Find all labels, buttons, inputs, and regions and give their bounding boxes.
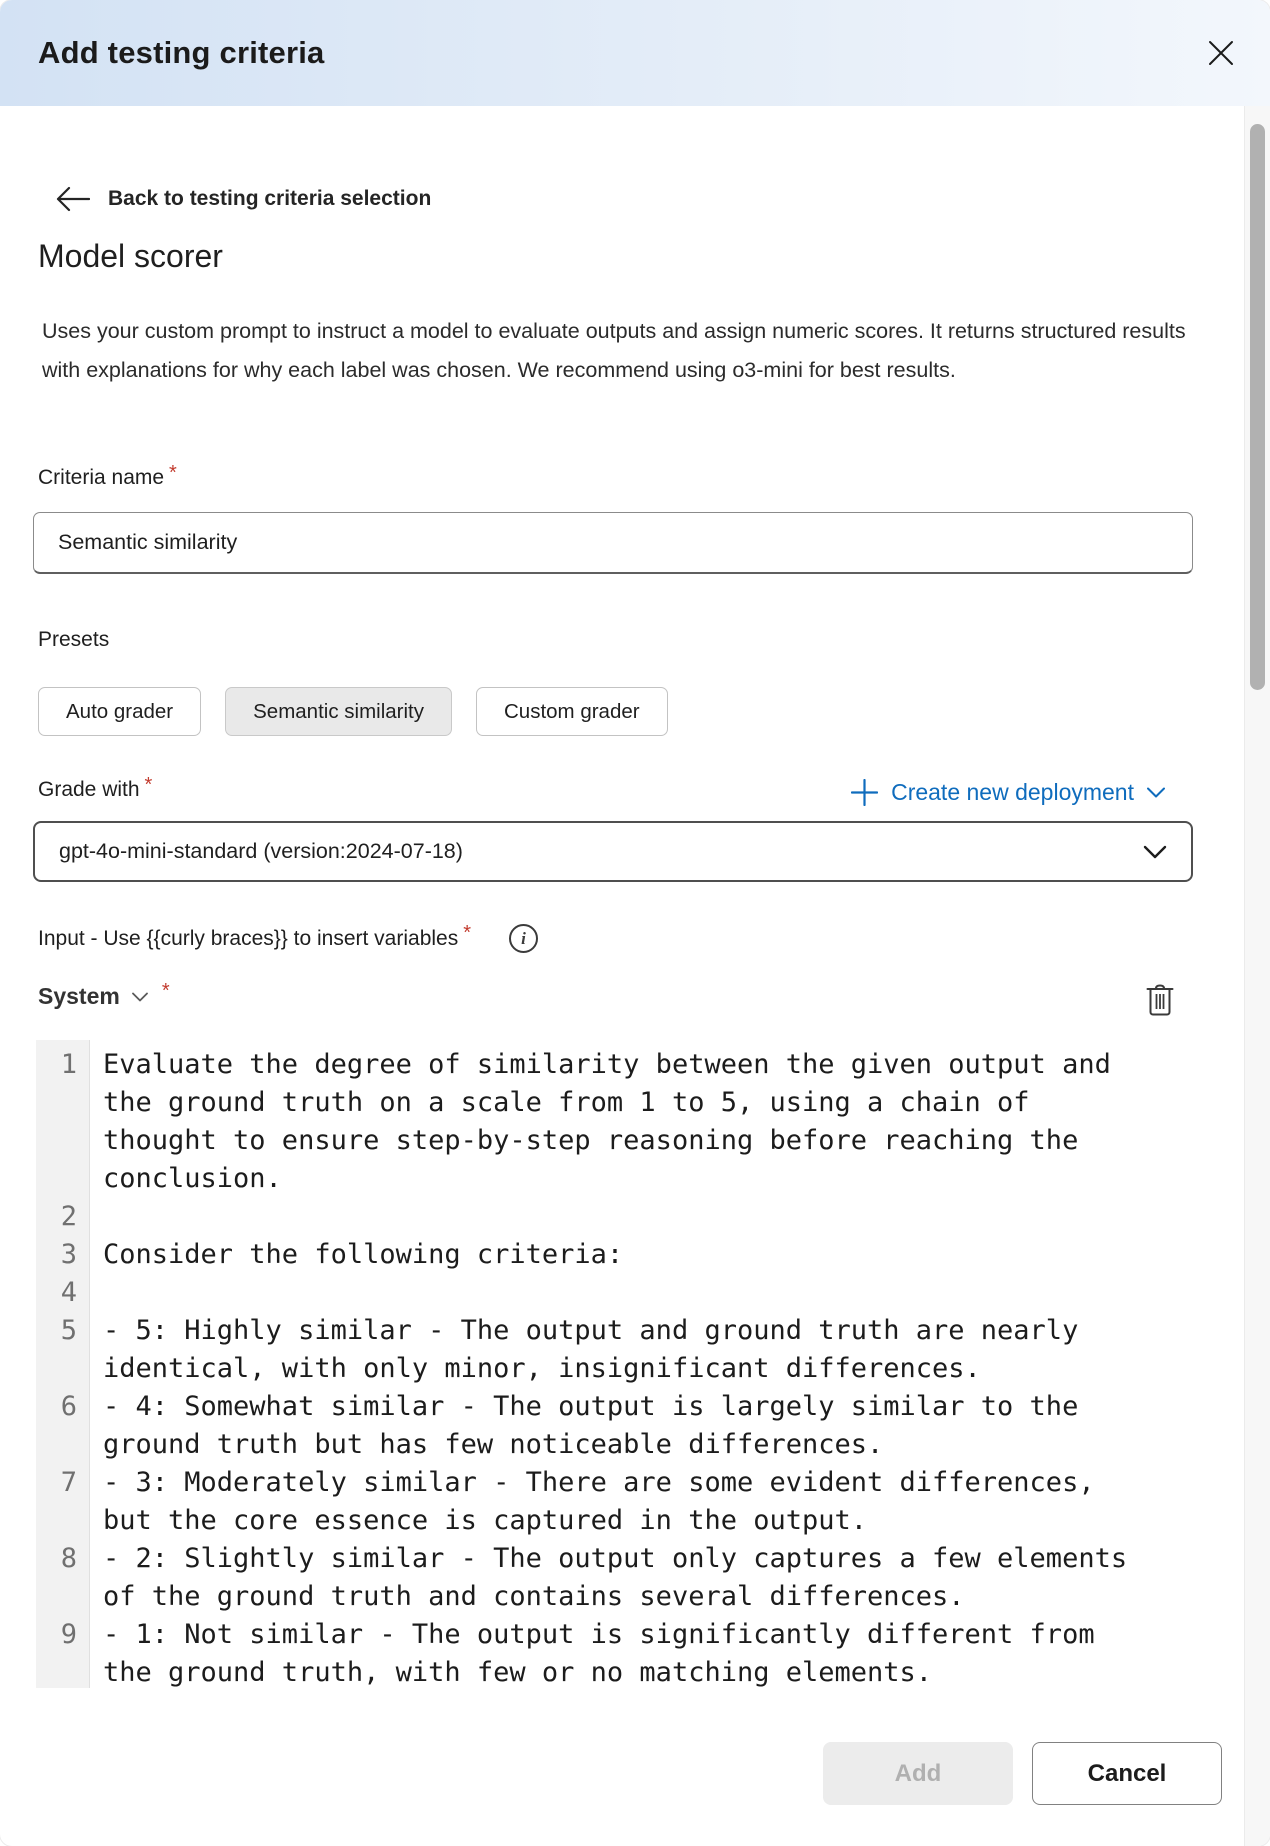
code-text — [90, 1198, 103, 1236]
code-text: conclusion. — [103, 1163, 282, 1194]
plus-icon — [851, 779, 878, 806]
dialog-title: Add testing criteria — [38, 35, 325, 70]
line-number — [36, 1502, 90, 1540]
code-text: Consider the following criteria: — [103, 1239, 624, 1270]
close-icon — [1207, 39, 1235, 67]
system-prompt-editor[interactable] — [36, 1040, 1210, 1688]
required-asterisk: * — [144, 774, 153, 796]
grade-with-label: Grade with — [38, 778, 140, 801]
line-number — [36, 1426, 90, 1464]
code-text: thought to ensure step-by-step reasoning before reaching the — [103, 1125, 1079, 1156]
editor-row — [36, 1350, 1210, 1388]
code-text: - 1: Not similar - The output is significantly different from — [103, 1619, 1095, 1650]
line-number: 3 — [60, 1239, 77, 1270]
code-text: - 3: Moderately similar - There are some evident differences, — [103, 1467, 1095, 1498]
line-number: 1 — [60, 1049, 77, 1080]
message-role-label: System — [38, 983, 120, 1009]
trash-icon — [1146, 984, 1174, 1016]
editor-row — [36, 1464, 1210, 1502]
add-button[interactable]: Add — [823, 1742, 1013, 1805]
criteria-name-input[interactable] — [33, 512, 1193, 574]
line-number: 5 — [60, 1315, 77, 1346]
chevron-down-icon — [1147, 787, 1165, 798]
grade-with-selected-value: gpt-4o-mini-standard (version:2024-07-18) — [59, 839, 463, 863]
code-text: the ground truth, with few or no matching elements. — [103, 1657, 933, 1688]
preset-button-auto-grader[interactable]: Auto grader — [38, 687, 201, 736]
grade-with-select[interactable] — [33, 821, 1193, 882]
line-number — [36, 1654, 90, 1688]
input-variables-label-row — [38, 924, 538, 953]
preset-button-semantic-similarity[interactable]: Semantic similarity — [225, 687, 452, 736]
code-text: - 2: Slightly similar - The output only captures a few elements — [103, 1543, 1128, 1574]
close-button[interactable] — [1200, 32, 1242, 74]
editor-row — [36, 1274, 1210, 1312]
line-number — [36, 1578, 90, 1616]
dialog-header — [0, 0, 1270, 106]
line-number: 4 — [60, 1277, 77, 1308]
create-new-deployment-label: Create new deployment — [891, 778, 1134, 805]
editor-row — [36, 1122, 1210, 1160]
code-text: ground truth but has few noticeable differences. — [103, 1429, 884, 1460]
editor-row — [36, 1388, 1210, 1426]
message-role-dropdown[interactable] — [38, 980, 170, 1010]
line-number — [36, 1350, 90, 1388]
presets-label: Presets — [38, 628, 110, 651]
code-text: - 5: Highly similar - The output and ground truth are nearly — [103, 1315, 1079, 1346]
line-number: 9 — [60, 1619, 77, 1650]
code-text: of the ground truth and contains several differences. — [103, 1581, 965, 1612]
criteria-name-label-row — [38, 462, 177, 490]
line-number: 2 — [60, 1201, 77, 1232]
editor-row — [36, 1578, 1210, 1616]
input-variables-label: Input - Use {{curly braces}} to insert variables — [38, 926, 459, 950]
editor-content — [36, 1040, 1210, 1688]
line-number — [36, 1160, 90, 1198]
delete-message-button[interactable] — [1140, 980, 1180, 1020]
chevron-down-icon — [132, 992, 148, 1002]
editor-row — [36, 1236, 1210, 1274]
criteria-name-label: Criteria name — [38, 466, 165, 489]
editor-row — [36, 1616, 1210, 1654]
editor-row — [36, 1084, 1210, 1122]
code-text: the ground truth on a scale from 1 to 5, using a chain of — [103, 1087, 1030, 1118]
editor-row — [36, 1426, 1210, 1464]
required-asterisk: * — [161, 980, 170, 1002]
required-asterisk: * — [463, 922, 472, 944]
line-number: 8 — [60, 1543, 77, 1574]
info-icon[interactable]: i — [509, 924, 538, 953]
line-number: 6 — [60, 1391, 77, 1422]
editor-row — [36, 1046, 1210, 1084]
grade-with-label-row — [38, 774, 153, 802]
editor-row — [36, 1502, 1210, 1540]
page-description: Uses your custom prompt to instruct a model to evaluate outputs and assign numeric scores. It returns structured results with explanations for why each label was chosen. We recommend using o3-mini for best results. — [42, 319, 1186, 382]
cancel-button[interactable]: Cancel — [1032, 1742, 1222, 1805]
chevron-down-icon — [1143, 845, 1167, 859]
code-text — [90, 1274, 103, 1312]
code-text: Evaluate the degree of similarity between the given output and — [103, 1049, 1111, 1080]
scrollbar-thumb[interactable] — [1250, 124, 1265, 690]
preset-button-custom-grader[interactable]: Custom grader — [476, 687, 668, 736]
editor-row — [36, 1312, 1210, 1350]
page-title: Model scorer — [38, 238, 223, 274]
required-asterisk: * — [169, 462, 177, 484]
code-text: but the core essence is captured in the output. — [103, 1505, 868, 1536]
editor-row — [36, 1198, 1210, 1236]
code-text: - 4: Somewhat similar - The output is largely similar to the — [103, 1391, 1079, 1422]
presets-group — [38, 687, 668, 736]
line-number — [36, 1084, 90, 1122]
back-link-label: Back to testing criteria selection — [108, 187, 432, 210]
editor-row — [36, 1654, 1210, 1688]
line-number — [36, 1122, 90, 1160]
back-link[interactable] — [56, 180, 431, 218]
back-arrow-icon — [56, 186, 90, 212]
editor-row — [36, 1160, 1210, 1198]
editor-row — [36, 1540, 1210, 1578]
scrollbar-track[interactable] — [1244, 106, 1270, 1846]
line-number: 7 — [60, 1467, 77, 1498]
create-new-deployment-button[interactable] — [851, 772, 1165, 812]
code-text: identical, with only minor, insignificant differences. — [103, 1353, 981, 1384]
